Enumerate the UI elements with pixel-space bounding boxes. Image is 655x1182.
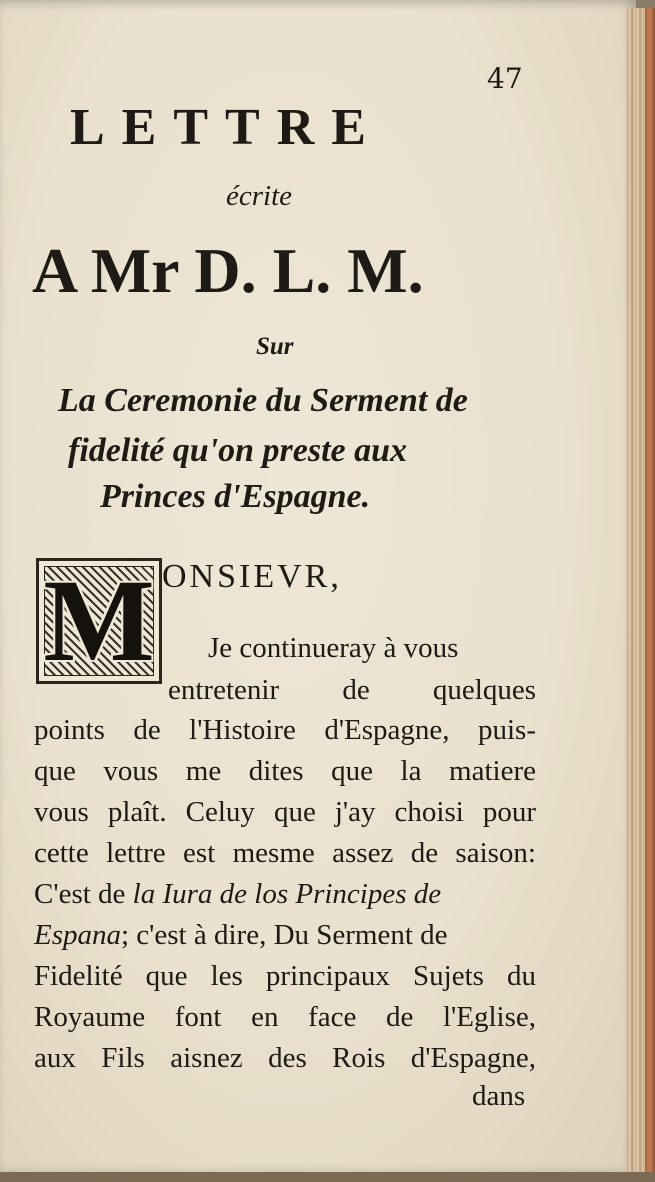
page-edge	[626, 8, 655, 1172]
body-line-7	[34, 878, 441, 911]
catchword: dans	[472, 1080, 526, 1112]
body-line-7-roman: C'est de	[34, 878, 133, 910]
body-line-9: Fidelité que les principaux Sujets du	[34, 960, 536, 992]
bottom-strip	[0, 1172, 655, 1182]
drop-cap-letter: M	[43, 555, 155, 686]
subject-line-2: fidelité qu'on preste aux	[68, 432, 408, 469]
body-line-11: aux Fils aisnez des Rois d'Espagne,	[34, 1042, 536, 1074]
subject-line-1: La Ceremonie du Serment de	[58, 382, 468, 419]
body-line-10: Royaume font en face de l'Eglise,	[34, 1001, 536, 1033]
body-line-8	[34, 919, 448, 952]
body-line-3: points de l'Histoire d'Espagne, puis-	[34, 714, 536, 746]
salutation: ONSIEVR,	[162, 558, 342, 595]
body-line-8-italic: Espana	[34, 919, 121, 951]
letter-title: LETTRE	[70, 99, 383, 156]
addressee: A Mr D. L. M.	[32, 235, 424, 306]
sur-label: Sur	[256, 333, 294, 360]
drop-cap-ornament	[36, 555, 162, 686]
ecrite-label: écrite	[226, 180, 293, 212]
body-line-5: vous plaît. Celuy que j'ay choisi pour	[34, 796, 536, 828]
body-line-8-roman: ; c'est à dire, Du Serment de	[121, 919, 448, 951]
body-line-4: que vous me dites que la matiere	[34, 755, 536, 787]
body-line-7-italic: la Iura de los Principes de	[132, 878, 442, 910]
page-number: 47	[487, 62, 523, 95]
body-line-2: entretenir de quelques	[168, 674, 536, 706]
body-line-1: Je continueray à vous	[208, 632, 459, 664]
subject-line-3: Princes d'Espagne.	[100, 478, 371, 515]
body-line-6: cette lettre est mesme assez de saison:	[34, 837, 536, 869]
